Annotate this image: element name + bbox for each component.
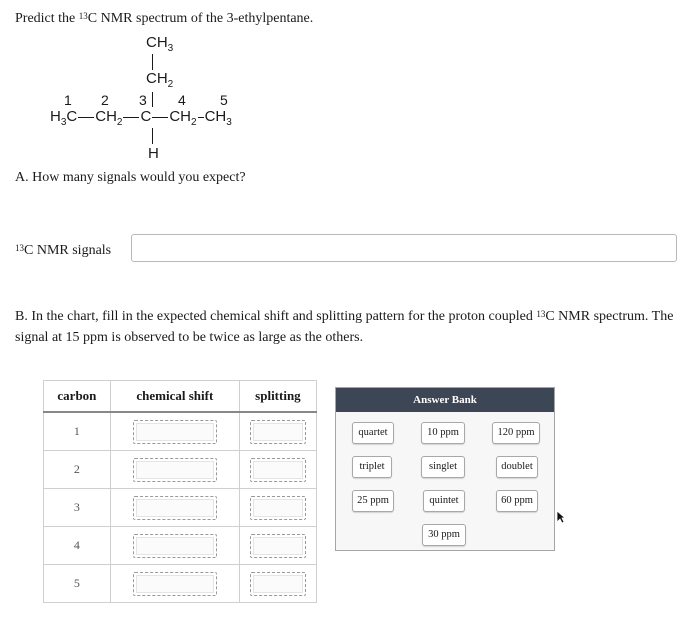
answer-chip-singlet[interactable]: singlet [421,456,465,478]
table-row [44,527,317,565]
answer-chip-triplet[interactable]: triplet [352,456,392,478]
chemical-shift-drop-1[interactable] [133,420,217,444]
chemical-shift-drop-2[interactable] [133,458,217,482]
splitting-drop-1[interactable] [250,420,306,444]
chart-header-row [44,381,317,413]
answer-chip-quartet[interactable]: quartet [352,422,394,444]
carbon-number-2: 2 [101,92,109,108]
signals-label: $^{13}$C NMR signals [15,243,112,258]
part-a-question: A. How many signals would you expect? [15,170,246,185]
table-row [44,412,317,451]
chemical-shift-drop-4[interactable] [133,534,217,558]
splitting-drop-4[interactable] [250,534,306,558]
answer-chip-doublet[interactable]: doublet [496,456,538,478]
chemical-shift-drop-3[interactable] [133,496,217,520]
answer-chip-60-ppm[interactable]: 60 ppm [496,490,538,512]
carbon-cell: 1 [44,412,111,451]
answer-chip-25-ppm[interactable]: 25 ppm [352,490,394,512]
answer-bank [335,387,555,551]
bottom-h: H [148,145,159,162]
answer-chip-120-ppm[interactable]: 120 ppm [492,422,540,444]
answer-bank-title: Answer Bank [336,388,554,412]
header-carbon: carbon [44,381,111,413]
header-chemical-shift: chemical shift [110,381,239,413]
splitting-drop-5[interactable] [250,572,306,596]
question-prompt: Predict the $^{13}$C NMR spectrum of the 3-ethylpentane. [15,11,314,26]
table-row [44,451,317,489]
chemical-shift-drop-5[interactable] [133,572,217,596]
answer-chip-30-ppm[interactable]: 30 ppm [422,524,466,546]
splitting-drop-3[interactable] [250,496,306,520]
carbon-number-3: 3 [139,92,147,108]
top-ch2-group: $CH_2$ [146,70,174,90]
answer-chip-10-ppm[interactable]: 10 ppm [421,422,465,444]
bond-vertical-top [152,54,153,70]
splitting-drop-2[interactable] [250,458,306,482]
signals-answer-input[interactable] [131,234,677,262]
top-ch3-group: $CH_3$ [146,34,174,54]
carbon-cell: 4 [44,527,111,565]
carbon-number-5: 5 [220,92,228,108]
carbon-cell: 3 [44,489,111,527]
mouse-cursor-icon [556,510,566,529]
part-b-instructions: B. In the chart, fill in the expected chemical shift and splitting pattern for the proton coupled $^{13}$C NMR spectrum. The signal at 15 ppm is observed to be twice as large as the others. [15,309,674,345]
carbon-cell: 2 [44,451,111,489]
bond-vertical-upper [152,92,153,107]
table-row [44,565,317,603]
header-splitting: splitting [239,381,316,413]
answer-chip-quintet[interactable]: quintet [423,490,465,512]
carbon-number-4: 4 [178,92,186,108]
main-chain: $H_3C$ $CH_2$ C $CH_2$ $CH_3$ [50,108,232,128]
carbon-cell: 5 [44,565,111,603]
nmr-chart-table [43,380,317,603]
bond-vertical-bottom [152,128,153,144]
table-row [44,489,317,527]
carbon-number-1: 1 [64,92,72,108]
molecule-structure [0,30,300,170]
